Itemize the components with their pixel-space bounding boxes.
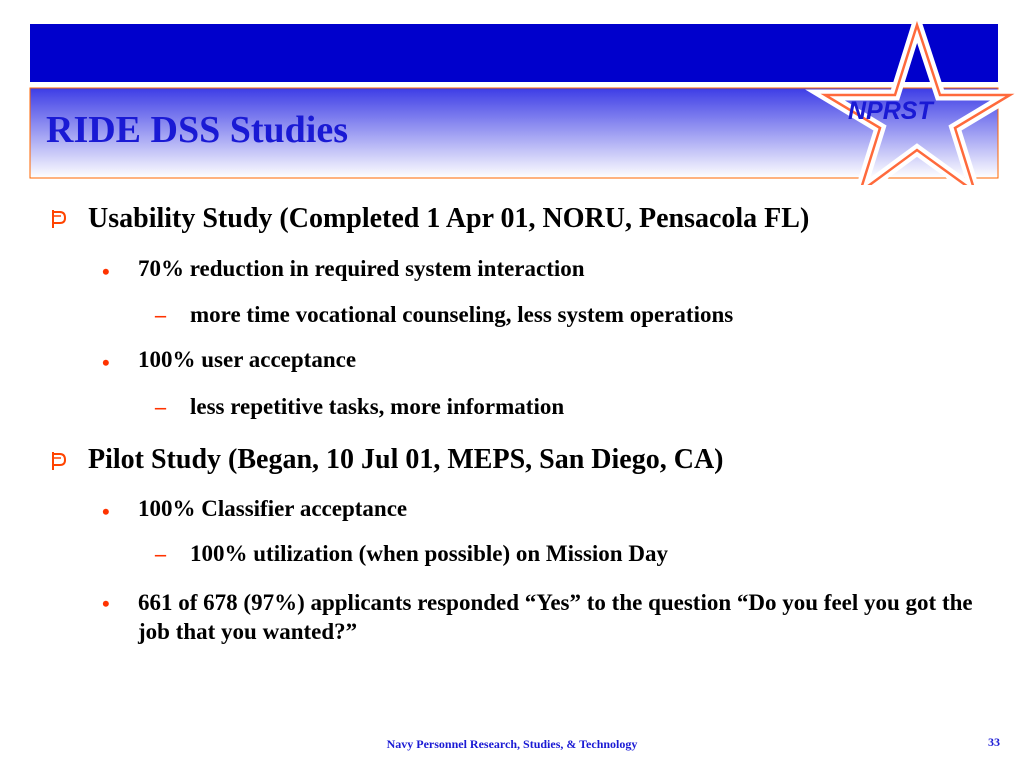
sub-bullet-marker: • <box>102 259 110 284</box>
bullet-pilot-study: Pilot Study (Began, 10 Jul 01, MEPS, San Diego, CA) <box>88 444 724 475</box>
page-number: 33 <box>988 735 1000 749</box>
bullet-more-time: more time vocational counseling, less system operations <box>190 302 734 327</box>
dash-marker: – <box>155 394 166 419</box>
bullet-reduction: 70% reduction in required system interaction <box>138 256 585 281</box>
sub-bullet-marker: • <box>102 591 110 616</box>
bullet-less-repetitive: less repetitive tasks, more information <box>190 394 565 419</box>
footer-org: Navy Personnel Research, Studies, & Technology <box>386 737 638 751</box>
header-banner <box>0 0 1024 185</box>
bullet-user-acceptance: 100% user acceptance <box>138 347 357 372</box>
bullet-applicants-responded: 661 of 678 (97%) applicants responded “Yes” to the question “Do you feel you got the job that you wanted?” <box>138 590 973 644</box>
slide-title: RIDE DSS Studies <box>46 109 348 151</box>
header-top-bar <box>30 24 998 82</box>
bullet-utilization: 100% utilization (when possible) on Mission Day <box>190 541 668 566</box>
sub-bullet-marker: • <box>102 350 110 375</box>
bullet-icon <box>50 450 68 472</box>
bullet-classifier-acceptance: 100% Classifier acceptance <box>138 496 408 521</box>
dash-marker: – <box>155 302 166 327</box>
bullet-usability-study: Usability Study (Completed 1 Apr 01, NORU, Pensacola FL) <box>88 203 810 234</box>
nprst-logo-text: NPRST <box>848 97 933 125</box>
sub-bullet-marker: • <box>102 499 110 524</box>
bullet-icon <box>50 208 68 230</box>
dash-marker: – <box>155 541 166 566</box>
